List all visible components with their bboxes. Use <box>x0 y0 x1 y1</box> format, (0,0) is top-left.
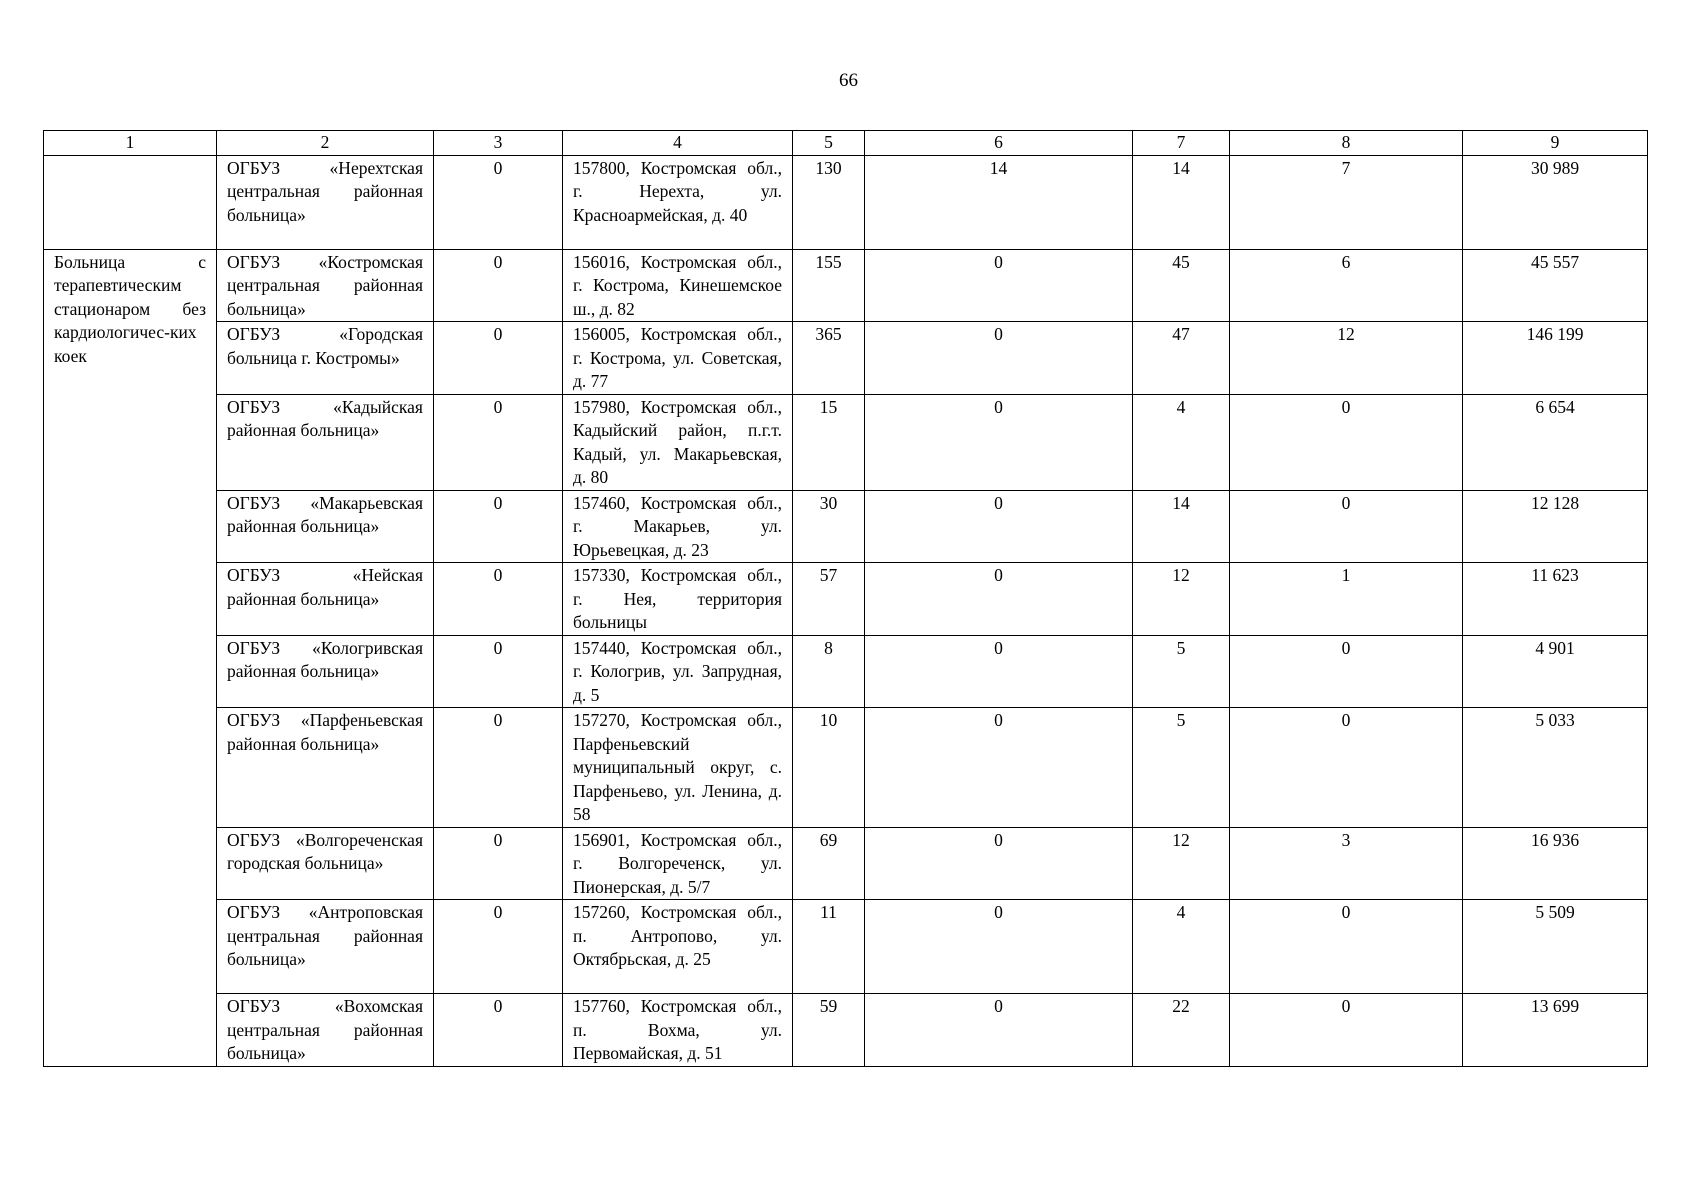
institution-name: ОГБУЗ «Макарьевская районная больница» <box>217 490 434 563</box>
cell-col-5: 365 <box>793 322 865 395</box>
address-cell: 157980, Костромская обл., Кадыйский район, п.г.т. Кадый, ул. Макарьевская, д. 80 <box>563 394 793 490</box>
cell-col-5: 8 <box>793 635 865 708</box>
cell-col-6: 14 <box>865 155 1133 249</box>
institution-name: ОГБУЗ «Антроповская центральная районная больница» <box>217 900 434 994</box>
cell-col-3: 0 <box>434 155 563 249</box>
cell-col-5: 57 <box>793 563 865 636</box>
cell-col-3: 0 <box>434 394 563 490</box>
address-cell: 157460, Костромская обл., г. Макарьев, ул. Юрьевецкая, д. 23 <box>563 490 793 563</box>
cell-col-8: 0 <box>1230 635 1463 708</box>
cell-col-6: 0 <box>865 563 1133 636</box>
cell-col-3: 0 <box>434 635 563 708</box>
cell-col-8: 0 <box>1230 994 1463 1067</box>
cell-col-6: 0 <box>865 994 1133 1067</box>
column-header: 5 <box>793 131 865 156</box>
cell-col-7: 22 <box>1133 994 1230 1067</box>
address-cell: 156901, Костромская обл., г. Волгореченск, ул. Пионерская, д. 5/7 <box>563 827 793 900</box>
cell-col-3: 0 <box>434 490 563 563</box>
cell-col-5: 30 <box>793 490 865 563</box>
cell-col-5: 155 <box>793 249 865 322</box>
cell-col-5: 130 <box>793 155 865 249</box>
column-header: 4 <box>563 131 793 156</box>
data-table <box>43 130 1648 1067</box>
column-header: 8 <box>1230 131 1463 156</box>
cell-col-5: 15 <box>793 394 865 490</box>
table-row <box>44 249 1648 322</box>
cell-col-7: 12 <box>1133 563 1230 636</box>
cell-col-6: 0 <box>865 249 1133 322</box>
cell-col-9: 146 199 <box>1463 322 1648 395</box>
cell-col-9: 12 128 <box>1463 490 1648 563</box>
address-cell: 157800, Костромская обл., г. Нерехта, ул. Красноармейская, д. 40 <box>563 155 793 249</box>
address-cell: 157260, Костромская обл., п. Антропово, ул. Октябрьская, д. 25 <box>563 900 793 994</box>
address-cell: 156005, Костромская обл., г. Кострома, ул. Советская, д. 77 <box>563 322 793 395</box>
table-row <box>44 900 1648 994</box>
cell-col-7: 14 <box>1133 490 1230 563</box>
cell-col-7: 45 <box>1133 249 1230 322</box>
cell-col-9: 4 901 <box>1463 635 1648 708</box>
cell-col-3: 0 <box>434 900 563 994</box>
cell-col-6: 0 <box>865 827 1133 900</box>
address-cell: 157440, Костромская обл., г. Кологрив, ул. Запрудная, д. 5 <box>563 635 793 708</box>
cell-col-6: 0 <box>865 394 1133 490</box>
cell-col-7: 5 <box>1133 635 1230 708</box>
cell-col-9: 5 033 <box>1463 708 1648 828</box>
table-row <box>44 394 1648 490</box>
cell-col-9: 13 699 <box>1463 994 1648 1067</box>
table-row <box>44 635 1648 708</box>
cell-col-6: 0 <box>865 490 1133 563</box>
cell-col-8: 12 <box>1230 322 1463 395</box>
cell-col-8: 0 <box>1230 394 1463 490</box>
cell-col-5: 11 <box>793 900 865 994</box>
address-cell: 157270, Костромская обл., Парфеньевский муниципальный округ, с. Парфеньево, ул. Ленина, д. 58 <box>563 708 793 828</box>
cell-col-7: 4 <box>1133 394 1230 490</box>
cell-col-3: 0 <box>434 563 563 636</box>
table-row <box>44 708 1648 828</box>
cell-col-8: 0 <box>1230 900 1463 994</box>
institution-name: ОГБУЗ «Нейская районная больница» <box>217 563 434 636</box>
category-cell: Больница с терапевтическим стационаром без кардиологичес-ких коек <box>44 249 217 1066</box>
cell-col-9: 16 936 <box>1463 827 1648 900</box>
column-header: 6 <box>865 131 1133 156</box>
table-row <box>44 490 1648 563</box>
cell-col-7: 14 <box>1133 155 1230 249</box>
table-row <box>44 994 1648 1067</box>
header-row <box>44 131 1648 156</box>
table-row <box>44 563 1648 636</box>
cell-col-3: 0 <box>434 708 563 828</box>
cell-col-5: 69 <box>793 827 865 900</box>
cell-col-3: 0 <box>434 994 563 1067</box>
cell-col-7: 47 <box>1133 322 1230 395</box>
column-header: 9 <box>1463 131 1648 156</box>
cell-col-9: 5 509 <box>1463 900 1648 994</box>
cell-col-9: 11 623 <box>1463 563 1648 636</box>
cell-col-8: 7 <box>1230 155 1463 249</box>
table-row <box>44 322 1648 395</box>
institution-name: ОГБУЗ «Нерехтская центральная районная больница» <box>217 155 434 249</box>
cell-col-3: 0 <box>434 827 563 900</box>
institution-name: ОГБУЗ «Кологривская районная больница» <box>217 635 434 708</box>
cell-col-6: 0 <box>865 635 1133 708</box>
institution-name: ОГБУЗ «Парфеньевская районная больница» <box>217 708 434 828</box>
institution-name: ОГБУЗ «Кадыйская районная больница» <box>217 394 434 490</box>
address-cell: 157760, Костромская обл., п. Вохма, ул. Первомайская, д. 51 <box>563 994 793 1067</box>
cell-col-7: 4 <box>1133 900 1230 994</box>
institution-name: ОГБУЗ «Волгореченская городская больница» <box>217 827 434 900</box>
cell-col-9: 6 654 <box>1463 394 1648 490</box>
cell-col-3: 0 <box>434 249 563 322</box>
cell-col-9: 30 989 <box>1463 155 1648 249</box>
address-cell: 156016, Костромская обл., г. Кострома, Кинешемское ш., д. 82 <box>563 249 793 322</box>
institution-name: ОГБУЗ «Костромская центральная районная больница» <box>217 249 434 322</box>
page-number: 66 <box>839 70 858 91</box>
cell-col-9: 45 557 <box>1463 249 1648 322</box>
cell-col-8: 0 <box>1230 708 1463 828</box>
column-header: 3 <box>434 131 563 156</box>
cell-col-5: 59 <box>793 994 865 1067</box>
cell-col-3: 0 <box>434 322 563 395</box>
cell-col-8: 0 <box>1230 490 1463 563</box>
cell-col-7: 5 <box>1133 708 1230 828</box>
cell-col-6: 0 <box>865 900 1133 994</box>
cell-col-6: 0 <box>865 708 1133 828</box>
institution-name: ОГБУЗ «Вохомская центральная районная больница» <box>217 994 434 1067</box>
cell-col-6: 0 <box>865 322 1133 395</box>
cell-col-7: 12 <box>1133 827 1230 900</box>
institution-name: ОГБУЗ «Городская больница г. Костромы» <box>217 322 434 395</box>
column-header: 7 <box>1133 131 1230 156</box>
address-cell: 157330, Костромская обл., г. Нея, территория больницы <box>563 563 793 636</box>
table-row <box>44 827 1648 900</box>
cell-col-8: 3 <box>1230 827 1463 900</box>
column-header: 1 <box>44 131 217 156</box>
cell-col-8: 6 <box>1230 249 1463 322</box>
table-row <box>44 155 1648 249</box>
cell-col-5: 10 <box>793 708 865 828</box>
cell-col-8: 1 <box>1230 563 1463 636</box>
empty-category-cell <box>44 155 217 249</box>
column-header: 2 <box>217 131 434 156</box>
